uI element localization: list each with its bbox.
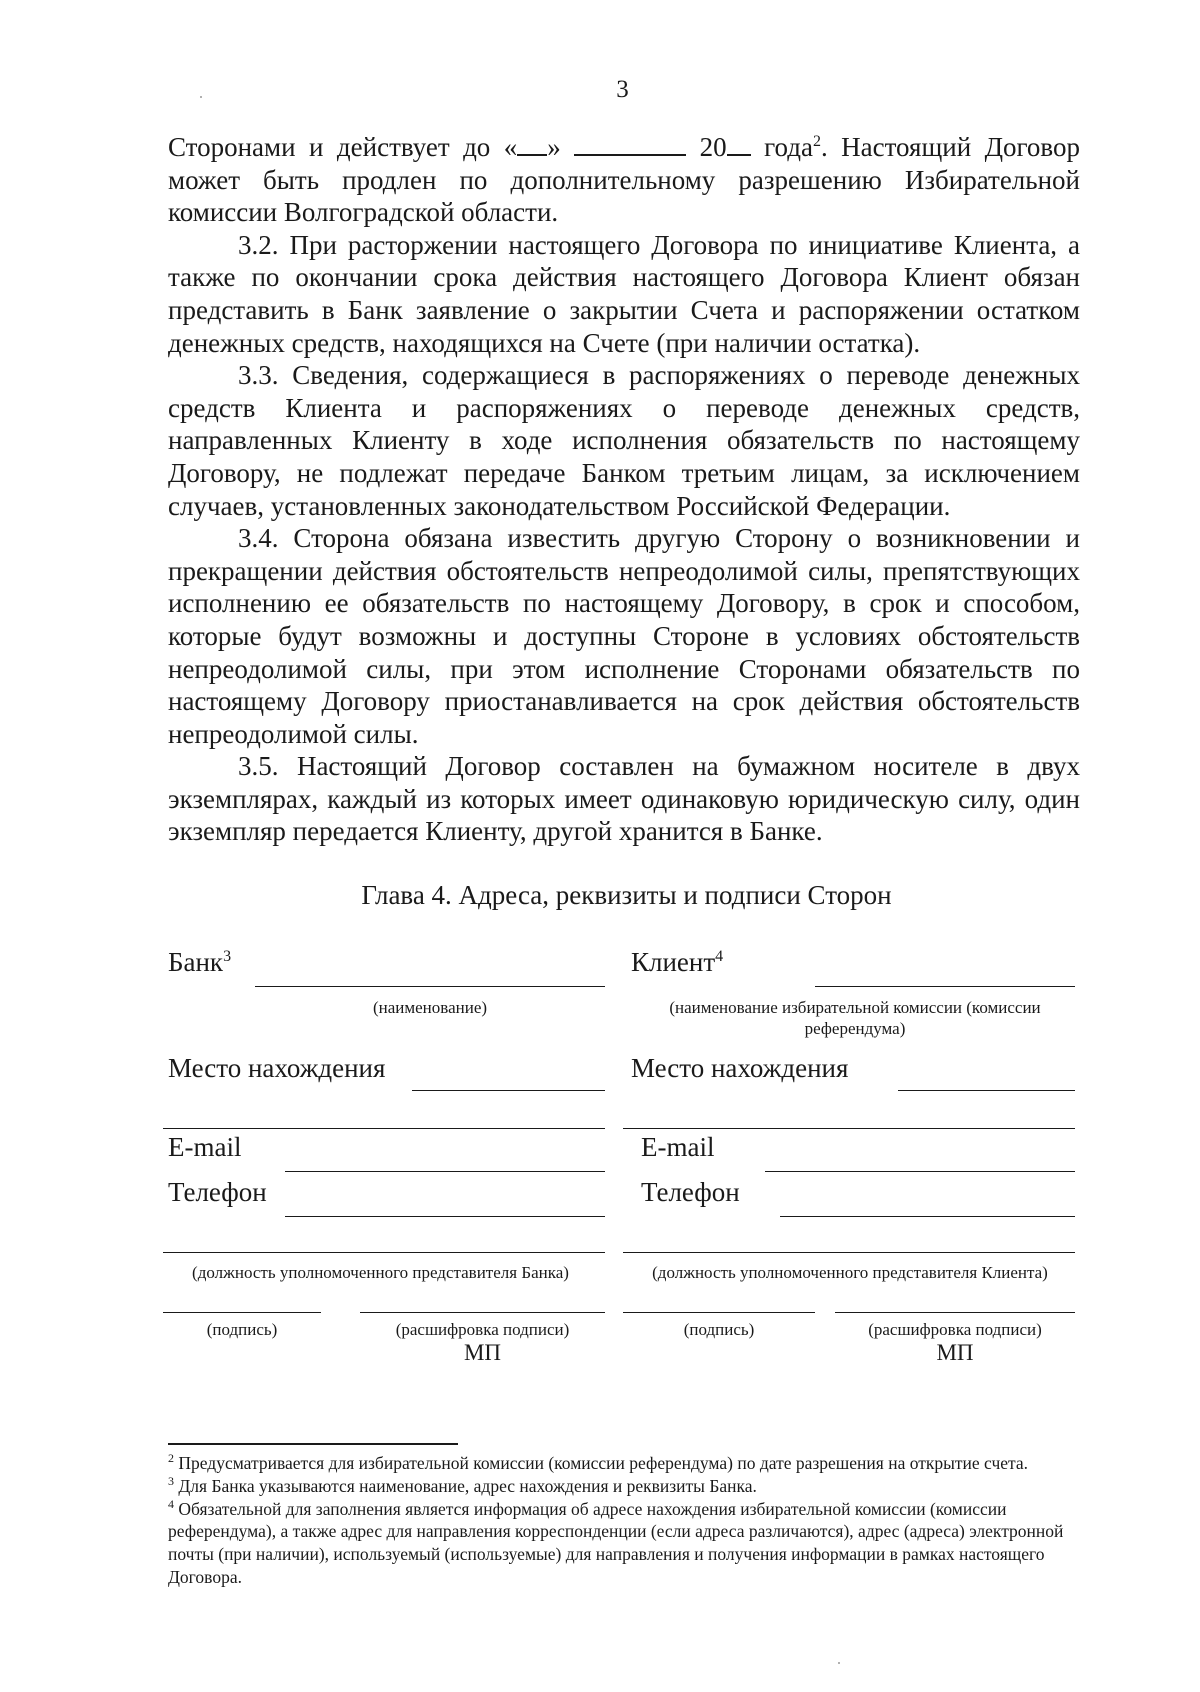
footnote-2: $^2$ Предусматривается для избирательной комиссии (комиссии референдума) по дате разрешения на открытие счета.	[168, 1451, 1029, 1473]
bank-name-line	[255, 986, 605, 987]
bank-decode-caption: (расшифровка подписи)	[395, 1320, 570, 1339]
bank-position-line	[163, 1252, 605, 1253]
paragraph-3-5: 3.5. Настоящий Договор составлен на бумажном носителе в двух экземплярах, каждый из которых имеет одинаковую юридическую силу, один экземпляр передается Клиенту, другой хранится в Банке.	[168, 751, 1080, 847]
paragraph-3-2: 3.2. При расторжении настоящего Договора по инициативе Клиента, а также по окончании срока действия настоящего Договора Клиент обязан представить в Банк заявление о закрытии Счета и распоряжении остатком денежных средств, находящихся на Счете (при наличии остатка).	[168, 229, 1080, 358]
client-location-line-2	[623, 1128, 1075, 1129]
footnotes	[168, 1452, 1068, 1589]
footnote-ref: 2	[812, 133, 821, 150]
client-location-line-1	[898, 1090, 1075, 1091]
bank-decode-line	[360, 1312, 605, 1313]
month-blank	[574, 132, 686, 156]
footnote-4: $^4$ Обязательной для заполнения является информация об адресе нахождения избирательной комиссии (комиссии референдума), а также адрес для направления корреспонденции (если адреса различаются), адрес (адреса) электронной почты (при наличии), используемый (используемые) для направления и получения информации в рамках настоящего Договора.	[168, 1496, 1064, 1587]
footnote-separator	[168, 1443, 458, 1445]
paragraph-3-3: 3.3. Сведения, содержащиеся в распоряжениях о переводе денежных средств Клиента и распоряжениях о переводе денежных средств, направленных Клиенту в ходе исполнения обязательств по настоящему Договору, не подлежат передаче Банком третьим лицам, за исключением случаев, установленных законодательством Российской Федерации.	[168, 360, 1080, 521]
client-signature-caption: (подпись)	[683, 1320, 755, 1339]
client-location-label: Место нахождения	[631, 1053, 849, 1083]
bank-location-label: Место нахождения	[168, 1053, 386, 1083]
client-email-label: E-mail	[641, 1132, 715, 1162]
client-position-line	[623, 1252, 1075, 1253]
client-phone-line	[780, 1216, 1075, 1217]
bank-phone-label: Телефон	[168, 1177, 267, 1207]
contract-body	[168, 131, 1080, 848]
client-decode-caption: (расшифровка подписи)	[868, 1320, 1042, 1339]
client-name-caption: (наименование избирательной комиссии (комиссии референдума)	[669, 998, 1041, 1038]
client-name-line	[815, 986, 1075, 987]
client-phone-label: Телефон	[641, 1177, 740, 1207]
client-signature-line	[623, 1312, 815, 1313]
paragraph-3-1-continuation: Сторонами и действует до « » 20 года$^2$. Настоящий Договор может быть продлен по дополнительному разрешению Избирательной комиссии Волгоградской области.	[168, 132, 1080, 228]
day-blank	[517, 132, 547, 156]
bank-location-line-1	[412, 1090, 605, 1091]
paragraph-3-4: 3.4. Сторона обязана известить другую Сторону о возникновении и прекращении действия обстоятельств непреодолимой силы, препятствующих исполнению ее обязательств по настоящему Договору, в срок и способом, которые будут возможны и доступны Стороне в условиях обстоятельств непреодолимой силы, при этом исполнение Сторонами обязательств по настоящему Договору приостанавливается на срок действия обстоятельств непреодолимой силы.	[168, 523, 1080, 749]
scan-speck	[838, 1662, 840, 1664]
bank-phone-line	[285, 1216, 605, 1217]
client-position-caption: (должность уполномоченного представителя Клиента)	[652, 1263, 1048, 1282]
bank-email-label: E-mail	[168, 1132, 242, 1162]
client-stamp-mark: МП	[936, 1340, 974, 1365]
bank-stamp-mark: МП	[463, 1340, 502, 1365]
bank-signature-line	[163, 1312, 321, 1313]
client-email-line	[765, 1171, 1075, 1172]
client-label: Клиент$^4$	[631, 947, 724, 977]
bank-position-caption: (должность уполномоченного представителя Банка)	[192, 1263, 569, 1282]
bank-signature-caption: (подпись)	[206, 1320, 278, 1339]
page-number: 3	[616, 76, 629, 103]
client-decode-line	[835, 1312, 1075, 1313]
bank-label: Банк$^3$	[168, 947, 232, 977]
chapter-title: Глава 4. Адреса, реквизиты и подписи Сторон	[361, 880, 892, 910]
bank-location-line-2	[163, 1128, 605, 1129]
footnote-3: $^3$ Для Банка указываются наименование, адрес нахождения и реквизиты Банка.	[168, 1473, 757, 1496]
year-blank	[727, 132, 751, 156]
bank-name-caption: (наименование)	[372, 998, 488, 1017]
bank-email-line	[285, 1171, 605, 1172]
